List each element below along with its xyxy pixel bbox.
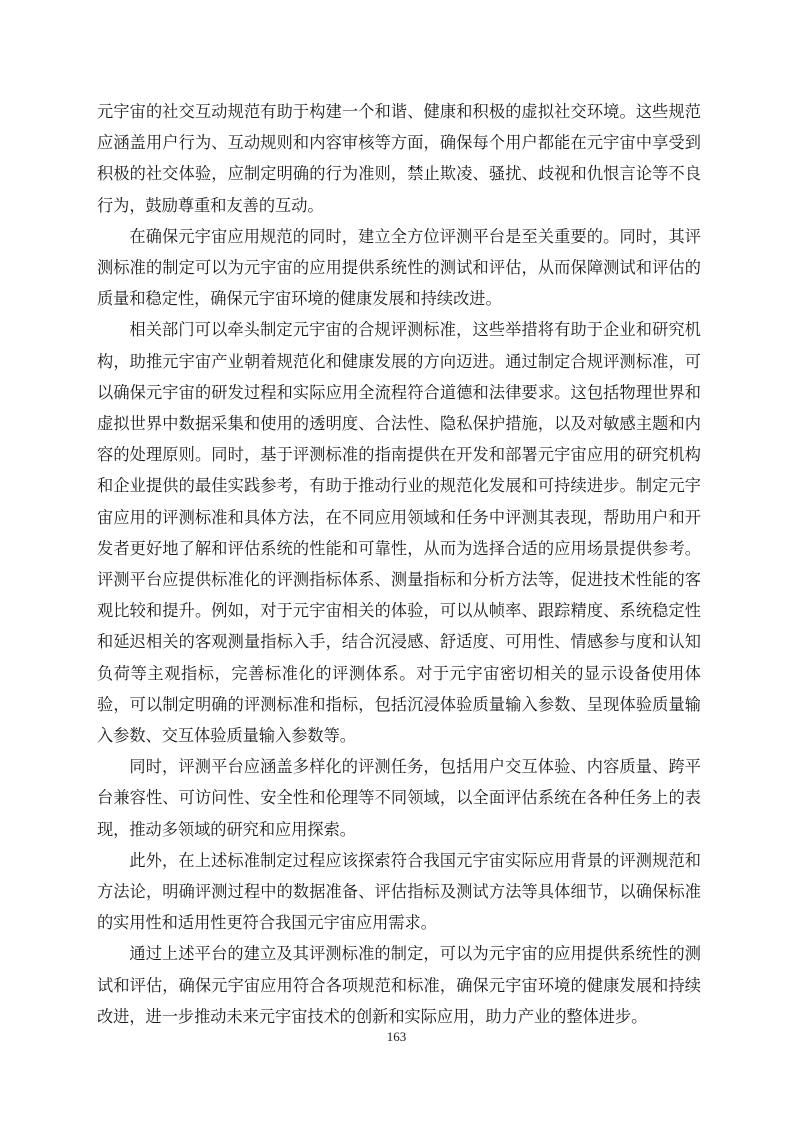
paragraph-diverse-tasks: 同时，评测平台应涵盖多样化的评测任务，包括用户交互体验、内容质量、跨平台兼容性、可访问性、安全性和伦理等不同领域，以全面评估系统在各种任务上的表现，推动多领域的研究和应用探索。 [97, 757, 701, 839]
paragraph-conclusion: 通过上述平台的建立及其评测标准的制定，可以为元宇宙的应用提供系统性的测试和评估，确保元宇宙应用符合各项规范和标准，确保元宇宙环境的健康发展和持续改进，进一步推动未来元宇宙技术的创新和实际应用，助力产业的整体进步。 [97, 944, 701, 1026]
page-number: 163 [386, 1029, 407, 1044]
paragraph-compliance-standards: 相关部门可以牵头制定元宇宙的合规评测标准，这些举措将有助于企业和研究机构，助推元宇宙产业朝着规范化和健康发展的方向迈进。通过制定合规评测标准，可以确保元宇宙的研发过程和实际应用全流程符合道德和法律要求。这包括物理世界和虚拟世界中数据采集和使用的透明度、合法性、隐私保护措施，以及对敏感主题和内容的处理原则。同时，基于评测标准的指南提供在开发和部署元宇宙应用的研究机构和企业提供的最佳实践参考，有助于推动行业的规范化发展和可持续进步。制定元宇宙应用的评测标准和具体方法，在不同应用领域和任务中评测其表现，帮助用户和开发者更好地了解和评估系统的性能和可靠性，从而为选择合适的应用场景提供参考。评测平台应提供标准化的评测指标体系、测量指标和分析方法等，促进技术性能的客观比较和提升。例如，对于元宇宙相关的体验，可以从帧率、跟踪精度、系统稳定性和延迟相关的客观测量指标入手，结合沉浸感、舒适度、可用性、情感参与度和认知负荷等主观指标，完善标准化的评测体系。对于元宇宙密切相关的显示设备使用体验，可以制定明确的评测标准和指标，包括沉浸体验质量输入参数、呈现体验质量输入参数、交互体验质量输入参数等。 [97, 320, 701, 746]
paragraph-methodology: 此外，在上述标准制定过程应该探索符合我国元宇宙实际应用背景的评测规范和方法论，明确评测过程中的数据准备、评估指标及测试方法等具体细节，以确保标准的实用性和适用性更符合我国元宇宙应用需求。 [97, 850, 701, 933]
paragraph-evaluation-platform: 在确保元宇宙应用规范的同时，建立全方位评测平台是至关重要的。同时，其评测标准的制定可以为元宇宙的应用提供系统性的测试和评估，从而保障测试和评估的质量和稳定性，确保元宇宙环境的健康发展和持续改进。 [97, 226, 701, 309]
body-text [97, 96, 701, 1032]
paragraph-social-norms: 元宇宙的社交互动规范有助于构建一个和谐、健康和积极的虚拟社交环境。这些规范应涵盖用户行为、互动规则和内容审核等方面，确保每个用户都能在元宇宙中享受到积极的社交体验，应制定明确的行为准则，禁止欺凌、骚扰、歧视和仇恨言论等不良行为，鼓励尊重和友善的互动。 [97, 102, 701, 215]
